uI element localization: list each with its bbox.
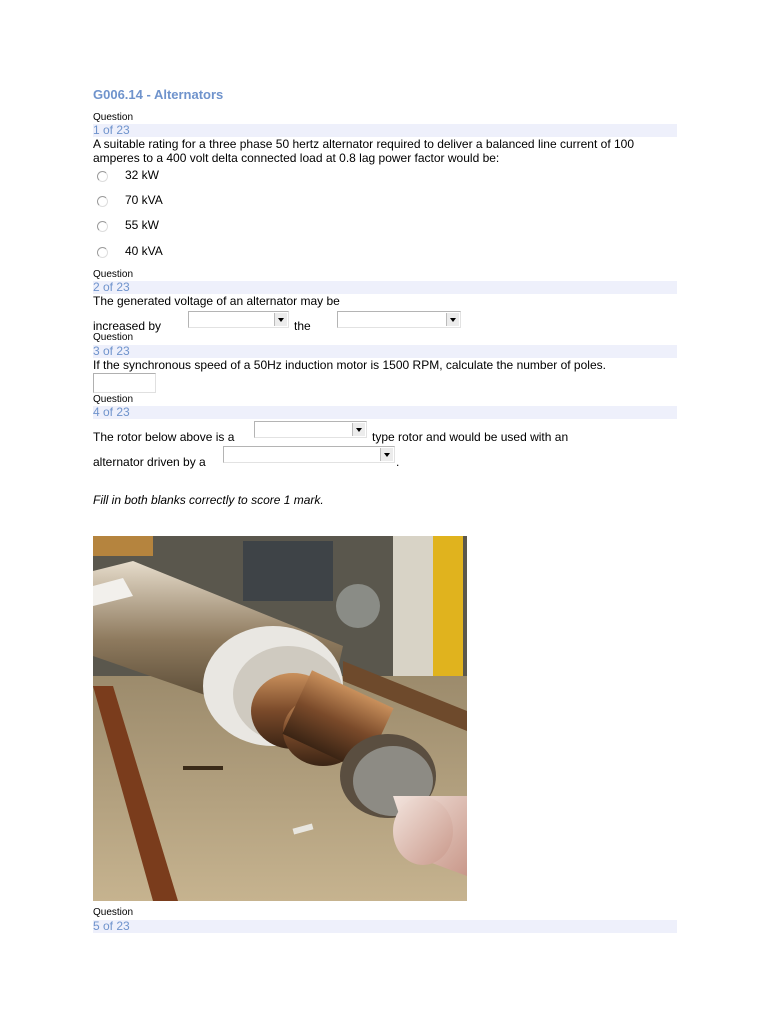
chevron-down-icon[interactable] (274, 313, 287, 326)
answer-input[interactable] (93, 373, 156, 393)
radio-button[interactable] (97, 247, 108, 258)
answer-label: 40 kVA (125, 244, 163, 258)
sentence-end: . (396, 455, 400, 469)
radio-button[interactable] (97, 171, 108, 182)
question-number-bar (93, 406, 677, 419)
question-number-bar (93, 281, 677, 294)
question-label: Question (93, 332, 134, 343)
question-number-bar (93, 345, 677, 358)
question-label: Question (93, 112, 134, 123)
answer-option[interactable] (97, 243, 163, 259)
question-label: Question (93, 269, 134, 280)
question-number: 2 of 23 (93, 280, 130, 294)
blank-connector: type rotor and would be used with an (372, 430, 569, 444)
answer-label: 55 kW (125, 218, 160, 232)
question-number: 1 of 23 (93, 123, 130, 137)
chevron-down-icon[interactable] (380, 448, 393, 461)
question-number: 5 of 23 (93, 919, 130, 933)
rotor-type-dropdown[interactable] (254, 421, 367, 438)
prime-mover-dropdown[interactable] (223, 446, 395, 463)
rotor-photo (93, 536, 467, 901)
blank-connector: the (294, 319, 311, 333)
question-text: If the synchronous speed of a 50Hz induction motor is 1500 RPM, calculate the number of poles. (93, 358, 606, 372)
answer-option[interactable] (97, 217, 159, 233)
chevron-down-icon[interactable] (352, 423, 365, 436)
answer-dropdown-1[interactable] (188, 311, 289, 328)
radio-button[interactable] (97, 221, 108, 232)
answer-option[interactable] (97, 167, 159, 183)
blank-prefix: increased by (93, 319, 162, 333)
radio-button[interactable] (97, 196, 108, 207)
question-number: 4 of 23 (93, 405, 130, 419)
answer-option[interactable] (97, 192, 163, 208)
question-number-bar (93, 920, 677, 933)
blank-prefix: The rotor below above is a (93, 430, 235, 444)
question-number: 3 of 23 (93, 344, 130, 358)
page-title: G006.14 - Alternators (93, 87, 224, 102)
question-text: The generated voltage of an alternator may be (93, 294, 340, 308)
blank-prefix: alternator driven by a (93, 455, 206, 469)
question-label: Question (93, 394, 134, 405)
answer-label: 32 kW (125, 168, 160, 182)
scoring-note: Fill in both blanks correctly to score 1 mark. (93, 493, 324, 507)
question-label: Question (93, 907, 134, 918)
answer-label: 70 kVA (125, 193, 163, 207)
answer-dropdown-2[interactable] (337, 311, 461, 328)
chevron-down-icon[interactable] (446, 313, 459, 326)
question-text: A suitable rating for a three phase 50 hertz alternator required to deliver a balanced line current of 100 amperes to a 400 volt delta connected load at 0.8 lag power factor would be: (93, 137, 635, 165)
question-number-bar (93, 124, 677, 137)
